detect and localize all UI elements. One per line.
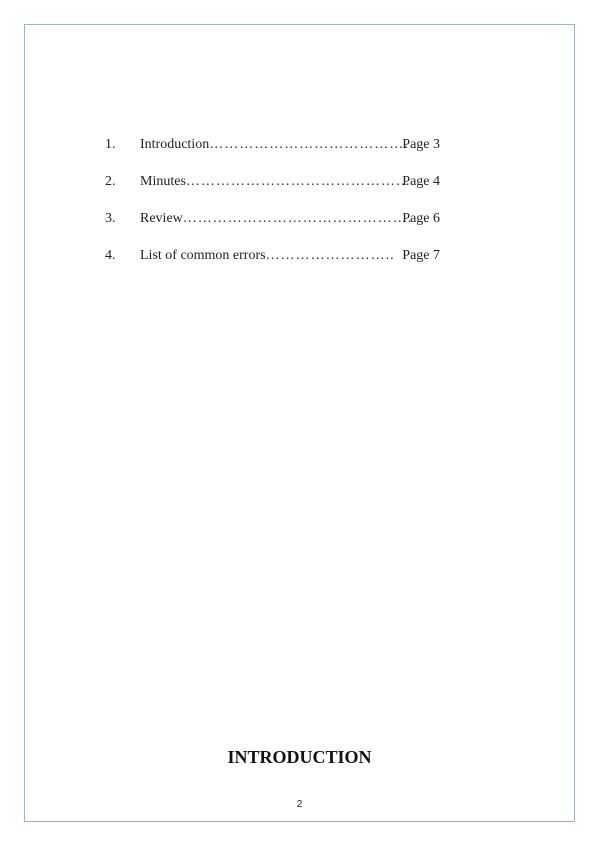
toc-leader-dots: …………………….. [265, 248, 395, 263]
toc-item-title [140, 248, 395, 264]
toc-item-list-of-common-errors[interactable] [105, 248, 440, 285]
toc-item-title [140, 174, 411, 190]
toc-item-number: 1. [105, 137, 116, 152]
table-of-contents [105, 137, 440, 285]
toc-item-title [140, 137, 409, 153]
toc-leader-dots: …………………………………. [209, 137, 409, 152]
section-heading: INTRODUCTION [227, 747, 372, 767]
toc-item-label: Minutes [140, 174, 186, 189]
document-page [24, 24, 575, 822]
toc-item-number: 3. [105, 211, 116, 226]
toc-item-label: Review [140, 211, 183, 226]
toc-item-label: Introduction [140, 137, 210, 152]
toc-item-introduction[interactable] [105, 137, 440, 174]
toc-leader-dots: ………………………………………. [182, 211, 413, 226]
page-number: 2 [296, 799, 303, 810]
toc-item-number: 2. [105, 174, 116, 189]
toc-leader-dots: ……………………………………… [185, 174, 411, 189]
toc-item-page: Page 3 [402, 137, 440, 152]
toc-item-page: Page 6 [402, 211, 440, 226]
toc-item-title [140, 211, 412, 227]
toc-item-label: List of common errors [140, 248, 266, 263]
toc-item-page: Page 7 [402, 248, 440, 263]
toc-item-review[interactable] [105, 211, 440, 248]
toc-item-page: Page 4 [402, 174, 440, 189]
toc-item-minutes[interactable] [105, 174, 440, 211]
toc-item-number: 4. [105, 248, 116, 263]
